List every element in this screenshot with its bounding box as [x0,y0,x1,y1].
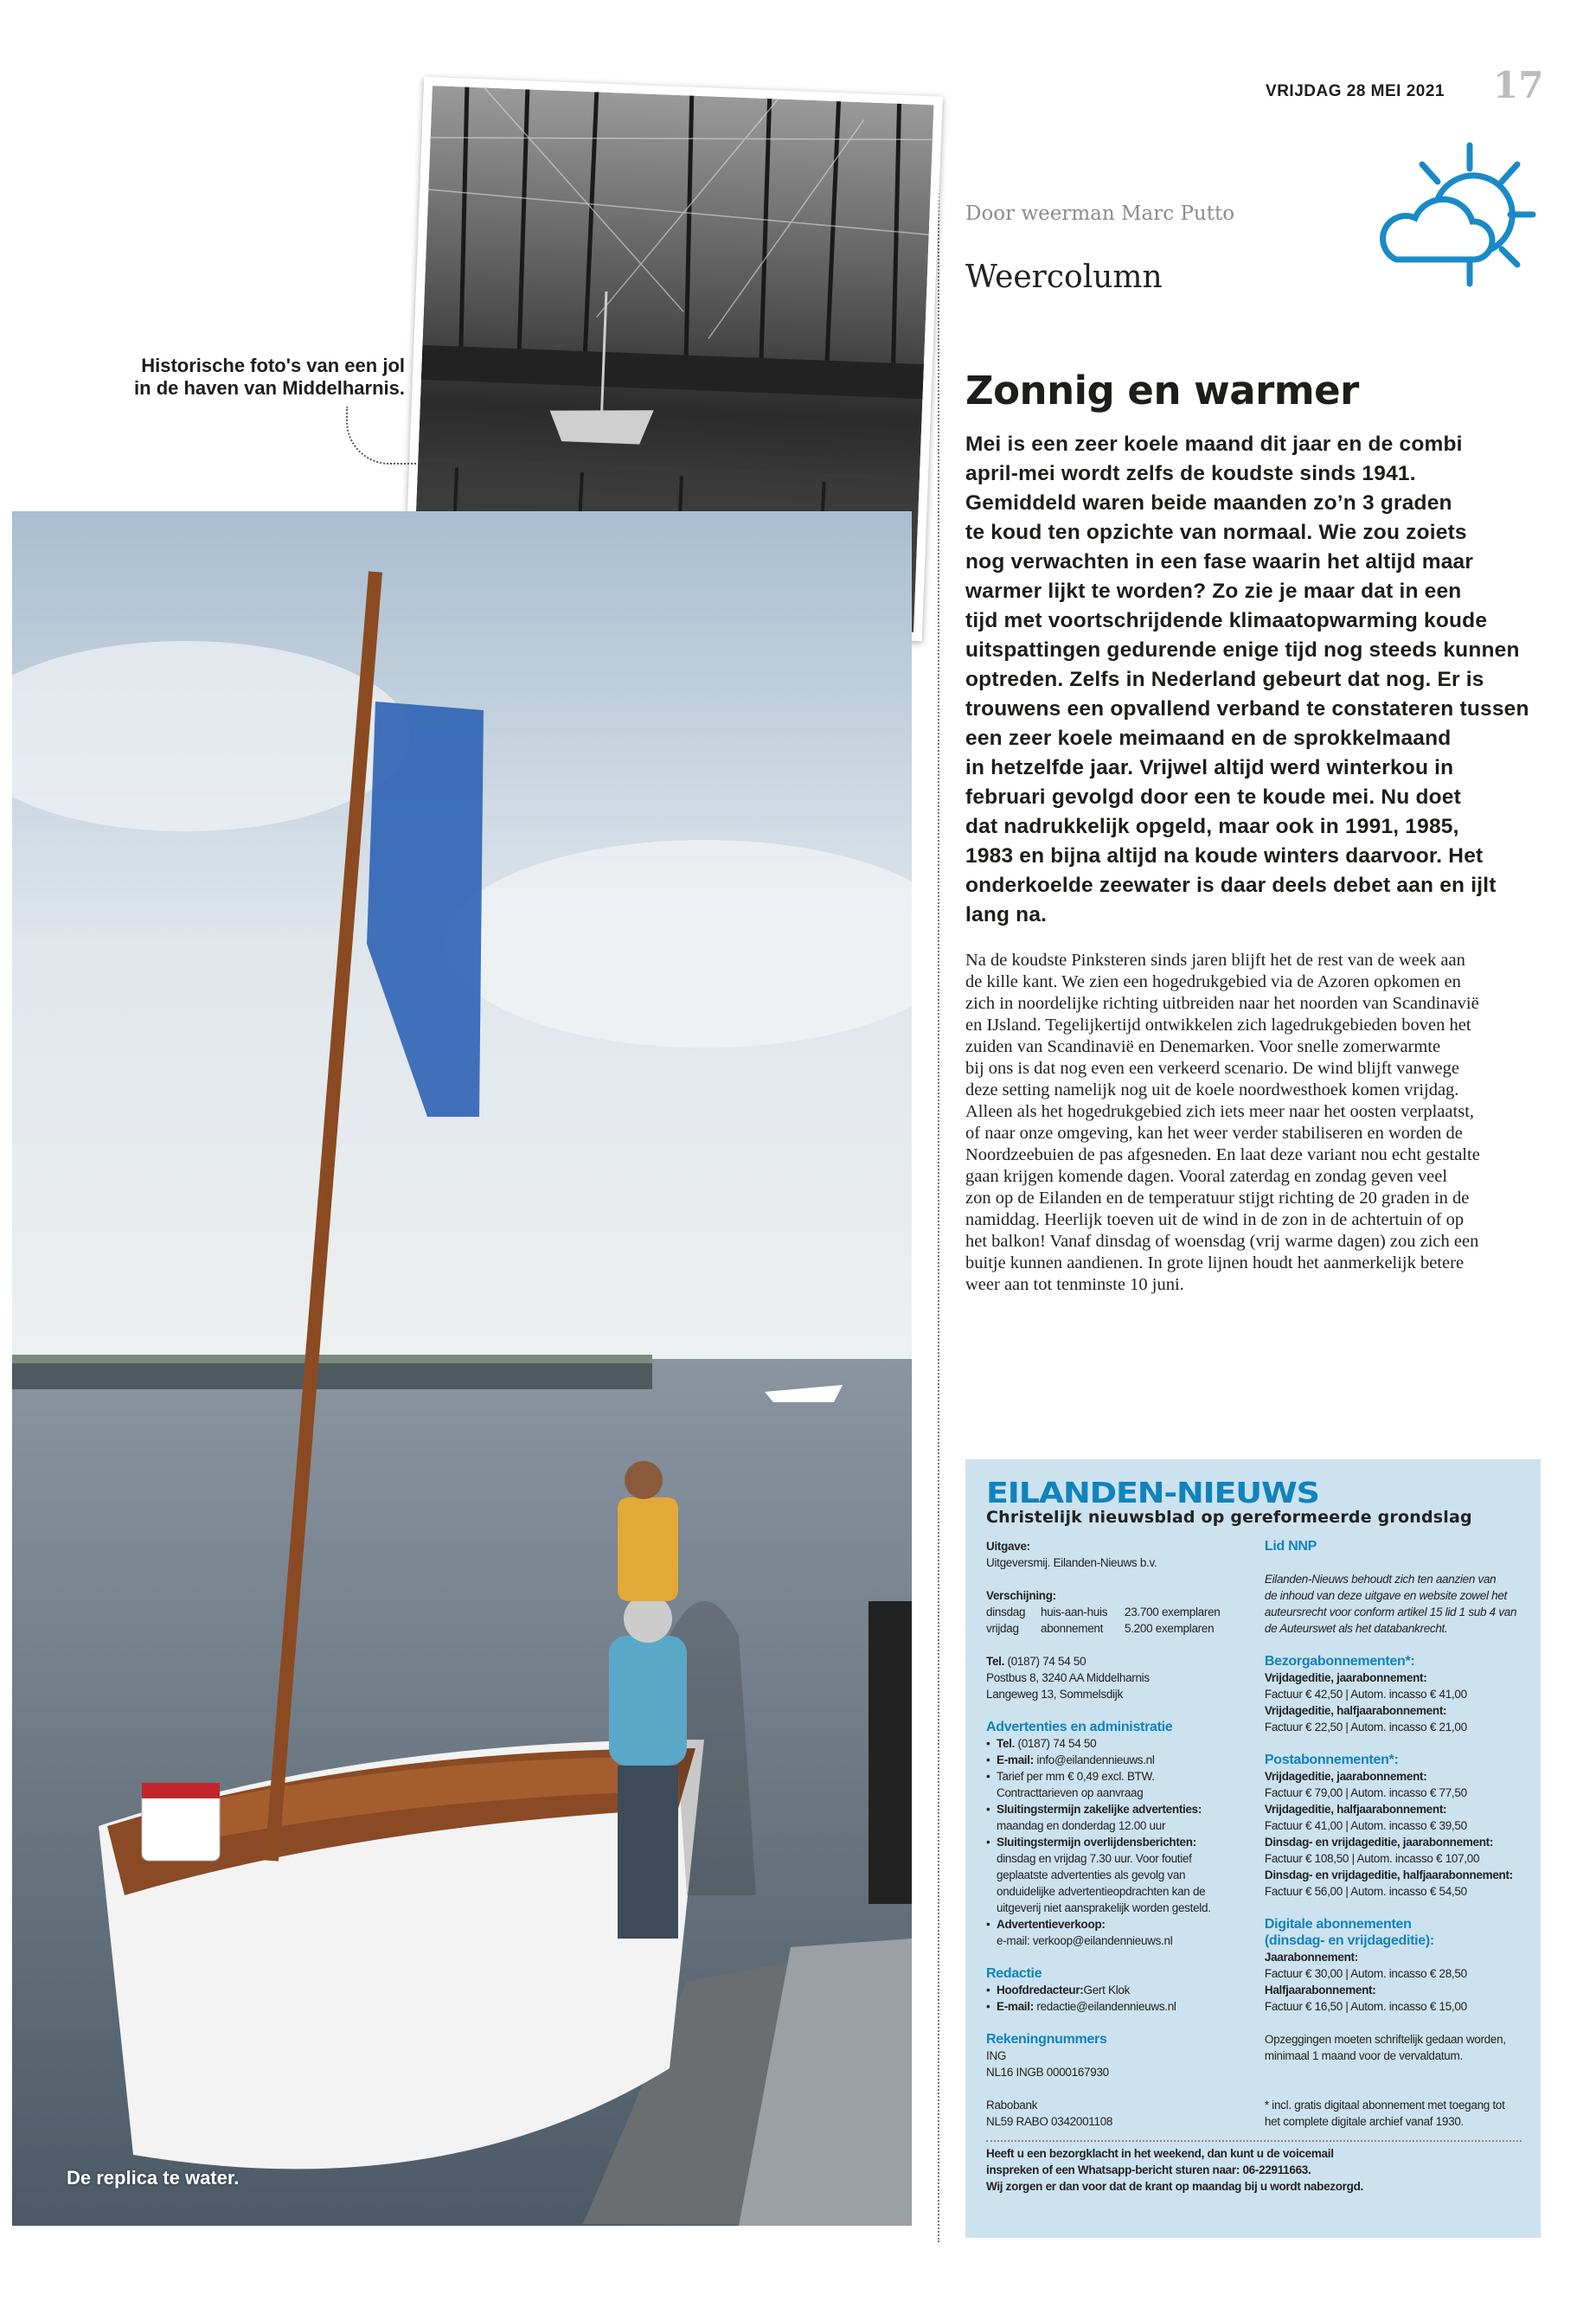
deadline [997,1850,1265,1916]
subscription-label: Vrijdageditie, halfjaarabonnement: [1264,1704,1447,1717]
email-link[interactable]: redactie@eilandennieuws.nl [1036,2000,1176,2013]
text-line: minimaal 1 maand voor de vervaldatum. [1264,2049,1463,2062]
text-line: Noordzeebuien de pas afgesneden. En laat deze variant nou echt gestalte [965,1145,1480,1164]
text-line: gaan krijgen komende dagen. Vooral zaterdag en zondag geven veel [965,1167,1448,1186]
account-number: NL16 INGB 0000167930 [986,2066,1109,2079]
label: Verschijning: [986,1589,1056,1602]
text-line: april-mei wordt zelfs de koudste sinds 1941. [965,462,1416,485]
main-photo-caption: De replica te water. [67,2167,240,2189]
text-line: zon op de Eilanden en de temperatuur stijgt richting de 20 graden in de [965,1189,1470,1208]
subscription-price: Factuur € 30,00 | Autom. incasso € 28,50 [1264,1967,1467,1980]
subscription-price: Factuur € 56,00 | Autom. incasso € 54,50 [1264,1885,1467,1898]
section-heading: (dinsdag- en vrijdageditie): [1264,1933,1434,1948]
column-divider [938,183,939,2242]
text-line: buitje kunnen aandienen. In grote lijnen houdt het aanmerkelijk betere [965,1253,1465,1272]
text-line: dat nadrukkelijk opgeld, maar ook in 1991, 1985, [965,815,1459,838]
issue-date: VRIJDAG 28 MEI 2021 [1266,82,1445,100]
text-line: een zeer koele meimaand en de sprokkelmaand [965,727,1452,750]
subscription-label: Halfjaarabonnement: [1264,1984,1376,1997]
text-line: deze setting namelijk nog uit de koele noordwesthoek komen vrijdag. [965,1080,1459,1099]
section-heading: Advertenties en administratie [986,1720,1173,1734]
text-line: het balkon! Vanaf dinsdag of woensdag (vrij warme dagen) zou zich een [965,1232,1479,1251]
text-line: lang na. [965,903,1048,926]
subscription-price: Factuur € 79,00 | Autom. incasso € 77,50 [1264,1786,1467,1799]
article-body [965,950,1554,1296]
text-line: weer aan tot tenminste 10 juni. [965,1275,1184,1294]
subscription-label: Dinsdag- en vrijdageditie, jaarabonnement: [1264,1836,1494,1849]
page-number: 17 [1493,64,1544,106]
subscription-price: Factuur € 22,50 | Autom. incasso € 21,00 [1264,1721,1467,1734]
publisher: Uitgeversmij. Eilanden-Nieuws b.v. [986,1556,1157,1569]
text-line: Gemiddeld waren beide maanden zo’n 3 graden [965,491,1452,515]
price-list [1265,1949,1522,2015]
text-line: optreden. Zelfs in Nederland gebeurt dat nog. Er is [965,668,1484,691]
text-line: Eilanden-Nieuws behoudt zich ten aanzien van [1264,1573,1497,1586]
text-line: de inhoud van deze uitgave en website zowel het [1264,1589,1507,1602]
text-line: * incl. gratis digitaal abonnement met toegang tot [1264,2099,1505,2112]
subscription-price: Factuur € 16,50 | Autom. incasso € 15,00 [1264,2000,1467,2013]
text-line: trouwens een opvallend verband te constateren tussen [965,697,1529,721]
bank-name: ING [986,2049,1007,2062]
text-line: Heeft u een bezorgklacht in het weekend, dan kunt u de voicemail [986,2147,1334,2160]
label: Hoofdredacteur: [997,1984,1084,1997]
edition-count: 23.700 exemplaren [1125,1606,1221,1618]
edition-row [986,1604,1265,1620]
edition-count: 5.200 exemplaren [1125,1622,1215,1635]
byline: Door weerman Marc Putto [965,202,1235,225]
subscription-price: Factuur € 108,50 | Autom. incasso € 107,00 [1264,1852,1480,1865]
text-line: zuiden van Scandinavië en Denemarken. Voor snelle zomerwarmte [965,1037,1441,1056]
bank-name: Rabobank [986,2099,1038,2112]
text-line: uitgeverij niet aansprakelijk worden gesteld. [997,1901,1211,1914]
caption-line: Historische foto's van een jol [141,355,405,376]
email-link[interactable]: e-mail: verkoop@eilandennieuws.nl [997,1934,1173,1947]
section-heading: Redactie [986,1966,1042,1981]
text-line: onduidelijke advertentieopdrachten kan de [997,1885,1206,1898]
footnote [1265,2097,1522,2130]
subscription-label: Jaarabonnement: [1264,1951,1358,1964]
subscription-label: Vrijdageditie, halfjaarabonnement: [1264,1803,1447,1816]
postal-address: Postbus 8, 3240 AA Middelharnis [986,1671,1150,1684]
edition-row [986,1620,1265,1637]
text-line: geplaatste advertenties als gevolg van [997,1868,1186,1881]
column-title: Weercolumn [965,260,1163,295]
text-line: 1983 en bijna altijd na koude winters daarvoor. Het [965,844,1484,868]
text-line: de Auteurswet als het databankrecht. [1264,1622,1448,1635]
label: E-mail: [997,2000,1034,2013]
text-line: namiddag. Heerlijk toeven uit de wind in de zon in de achtertuin of op [965,1210,1465,1229]
email-link[interactable]: info@eilandennieuws.nl [1036,1753,1155,1766]
article-lead [965,430,1554,930]
section-heading: Lid NNP [1264,1539,1317,1554]
rate: • Tarief per mm € 0,49 excl. BTW. [997,1770,1155,1783]
text-line: inspreken of een Whatsapp-bericht sturen naar: 06-22911663. [986,2163,1311,2176]
text-line: onderkoelde zeewater is daar deels debet aan en ijlt [965,874,1497,897]
text-line: of naar onze omgeving, kan het weer verder stabiliseren en worden de [965,1124,1463,1143]
colophon-box [965,1459,1541,2238]
edition-type: abonnement [1041,1622,1104,1635]
historic-photo-caption [87,355,405,400]
section-heading: Postabonnementen*: [1264,1753,1399,1767]
section-heading: Bezorgabonnementen*: [1264,1654,1415,1669]
text-line: bij ons is dat nog even een verkeerd scenario. De wind blijft vanwege [965,1059,1459,1078]
label: Uitgave: [986,1540,1030,1553]
text-line: te koud ten opzichte van normaal. Wie zou zoiets [965,521,1467,544]
tagline: Christelijk nieuwsblad op gereformeerde grondslag [986,1508,1472,1527]
text-line: auteursrecht voor conform artikel 15 lid 1 sub 4 van [1264,1606,1517,1618]
text-line: dinsdag en vrijdag 7.30 uur. Voor foutief [997,1852,1192,1865]
colophon-left-column [986,1538,1265,2130]
street-address: Langeweg 13, Sommelsdijk [986,1688,1123,1701]
subscription-label: Vrijdageditie, jaarabonnement: [1264,1770,1427,1783]
editor-name: Gert Klok [1083,1984,1131,1997]
text-line: uitspattingen gedurende enige tijd nog steeds kunnen [965,638,1520,662]
copyright-notice [1265,1571,1522,1637]
boat-harbour-image [12,511,912,2226]
text-line: in hetzelfde jaar. Vrijwel altijd werd winterkou in [965,756,1454,779]
complaint-notice [986,2140,1522,2195]
label: Advertentieverkoop: [997,1918,1106,1931]
label: E-mail: [997,1753,1034,1766]
rate-note: Contracttarieven op aanvraag [997,1786,1144,1799]
edition-day: dinsdag [986,1606,1026,1618]
subscription-price: Factuur € 41,00 | Autom. incasso € 39,50 [1264,1819,1467,1832]
subscription-label: Dinsdag- en vrijdageditie, halfjaarabonnement: [1264,1868,1513,1881]
replica-boat-photo [12,511,912,2226]
text-line: tijd met voortschrijdende klimaatopwarming koude [965,609,1488,632]
price-list [1265,1670,1522,1735]
article-headline: Zonnig en warmer [965,368,1359,413]
section-heading: Digitale abonnementen [1264,1917,1412,1932]
label: Sluitingstermijn zakelijke advertenties: [997,1803,1202,1816]
deadline: maandag en donderdag 12.00 uur [997,1819,1166,1832]
subscription-label: Vrijdageditie, jaarabonnement: [1264,1671,1427,1684]
text-line: warmer lijkt te worden? Zo zie je maar dat in een [965,580,1462,603]
account-number: NL59 RABO 0342001108 [986,2115,1113,2128]
label: Tel. [986,1655,1005,1668]
caption-line: in de haven van Middelharnis. [134,377,405,399]
price-list [1265,1768,1522,1900]
text-line: nog verwachten in een fase waarin het altijd maar [965,550,1474,574]
text-line: Mei is een zeer koele maand dit jaar en de combi [965,433,1463,456]
edition-day: vrijdag [986,1622,1019,1635]
newspaper-logo: EILANDEN-NIEUWS [986,1476,1319,1509]
label: Sluitingstermijn overlijdensberichten: [997,1836,1196,1849]
text-line: de kille kant. We zien een hogedrukgebied via de Azoren opkomen en [965,972,1461,991]
phone: (0187) 74 54 50 [1017,1737,1097,1750]
text-line: februari gevolgd door een te koude mei. Nu doet [965,785,1461,809]
text-line: Opzeggingen moeten schriftelijk gedaan worden, [1264,2033,1506,2046]
text-line: Alleen als het hogedrukgebied zich iets meer naar het oosten verplaatst, [965,1102,1475,1121]
section-heading: Rekeningnummers [986,2032,1107,2047]
label: Tel. [997,1737,1016,1750]
text-line: het complete digitale archief vanaf 1930. [1264,2115,1464,2128]
sun-cloud-icon [1370,138,1543,294]
caption-pointer-line [346,407,417,465]
text-line: zich in noordelijke richting uitbreiden naar het noorden van Scandinavië [965,994,1479,1013]
subscription-price: Factuur € 42,50 | Autom. incasso € 41,00 [1264,1688,1467,1701]
cancellation-note [1265,2031,1522,2064]
text-line: Wij zorgen er dan voor dat de krant op maandag bij u wordt nabezorgd. [986,2180,1363,2193]
edition-type: huis-aan-huis [1041,1606,1108,1618]
phone: (0187) 74 54 50 [1007,1655,1086,1668]
text-line: en IJsland. Tegelijkertijd ontwikkelen zich lagedrukgebieden boven het [965,1016,1471,1035]
colophon-right-column [1265,1538,1522,2130]
text-line: Na de koudste Pinksteren sinds jaren blijft het de rest van de week aan [965,951,1465,970]
